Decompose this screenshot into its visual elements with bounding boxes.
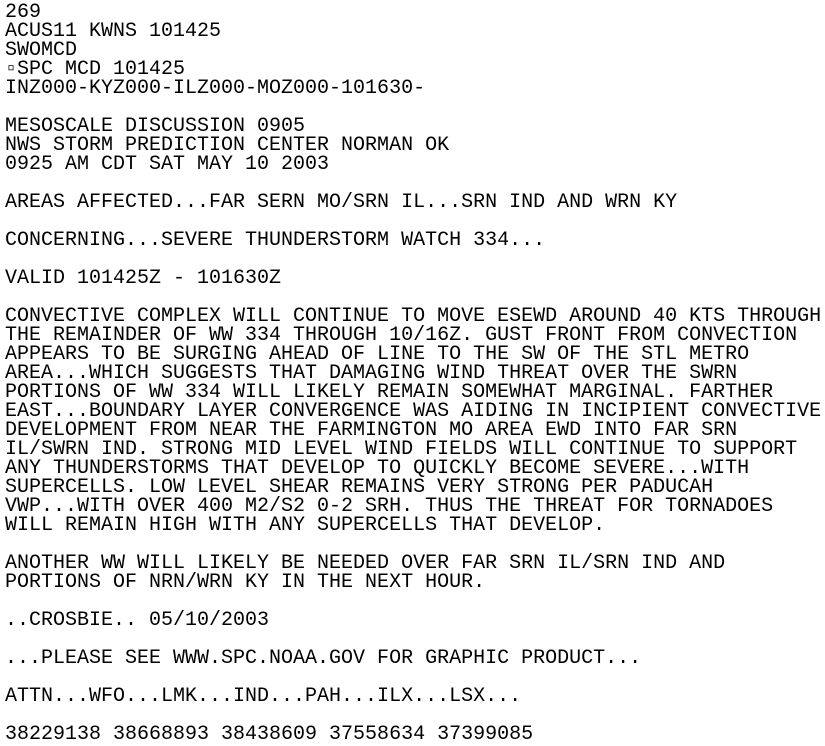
attention-offices: ATTN...WFO...LMK...IND...PAH...ILX...LSX... (5, 685, 522, 708)
forecaster-signature: ..CROSBIE.. 05/10/2003 (5, 609, 270, 632)
discussion-line: AREA...WHICH SUGGESTS THAT DAMAGING WIND THREAT OVER THE SWRN (5, 362, 738, 385)
outlook-line: ANOTHER WW WILL LIKELY BE NEEDED OVER FAR SRN IL/SRN IND AND (5, 552, 726, 575)
header-line-spc-mcd: ▫SPC MCD 101425 (5, 58, 186, 81)
discussion-title: MESOSCALE DISCUSSION 0905 (5, 115, 306, 138)
discussion-line: SUPERCELLS. LOW LEVEL SHEAR REMAINS VERY STRONG PER PADUCAH (5, 476, 714, 499)
discussion-line: APPEARS TO BE SURGING AHEAD OF LINE TO THE SW OF THE STL METRO (5, 343, 750, 366)
mesoscale-discussion-text (5, 3, 821, 744)
graphic-product-note: ...PLEASE SEE WWW.SPC.NOAA.GOV FOR GRAPHIC PRODUCT... (5, 647, 642, 670)
discussion-line: ANY THUNDERSTORMS THAT DEVELOP TO QUICKLY BECOME SEVERE...WITH (5, 457, 750, 480)
header-line-ugc-zones: INZ000-KYZ000-ILZ000-MOZ000-101630- (5, 77, 426, 100)
header-line-product-number: 269 (5, 1, 42, 24)
discussion-line: THE REMAINDER OF WW 334 THROUGH 10/16Z. GUST FRONT FROM CONVECTION (5, 324, 798, 347)
discussion-line: WILL REMAIN HIGH WITH ANY SUPERCELLS THAT DEVELOP. (5, 514, 606, 537)
lat-lon-coordinates: 38229138 38668893 38438609 37558634 37399085 (5, 723, 534, 746)
discussion-line: IL/SWRN IND. STRONG MID LEVEL WIND FIELDS WILL CONTINUE TO SUPPORT (5, 438, 798, 461)
issuing-center: NWS STORM PREDICTION CENTER NORMAN OK (5, 134, 450, 157)
header-line-awips-id: SWOMCD (5, 39, 78, 62)
discussion-line: DEVELOPMENT FROM NEAR THE FARMINGTON MO AREA EWD INTO FAR SRN (5, 419, 738, 442)
issue-datetime: 0925 AM CDT SAT MAY 10 2003 (5, 153, 330, 176)
header-line-wmo-id: ACUS11 KWNS 101425 (5, 20, 222, 43)
discussion-line: PORTIONS OF WW 334 WILL LIKELY REMAIN SOMEWHAT MARGINAL. FARTHER (5, 381, 774, 404)
discussion-line: EAST...BOUNDARY LAYER CONVERGENCE WAS AIDING IN INCIPIENT CONVECTIVE (5, 400, 822, 423)
valid-time: VALID 101425Z - 101630Z (5, 267, 282, 290)
discussion-line: VWP...WITH OVER 400 M2/S2 0-2 SRH. THUS THE THREAT FOR TORNADOES (5, 495, 774, 518)
concerning-line: CONCERNING...SEVERE THUNDERSTORM WATCH 334... (5, 229, 546, 252)
outlook-line: PORTIONS OF NRN/WRN KY IN THE NEXT HOUR. (5, 571, 486, 594)
discussion-line: CONVECTIVE COMPLEX WILL CONTINUE TO MOVE ESEWD AROUND 40 KTS THROUGH (5, 305, 822, 328)
areas-affected: AREAS AFFECTED...FAR SERN MO/SRN IL...SRN IND AND WRN KY (5, 191, 678, 214)
